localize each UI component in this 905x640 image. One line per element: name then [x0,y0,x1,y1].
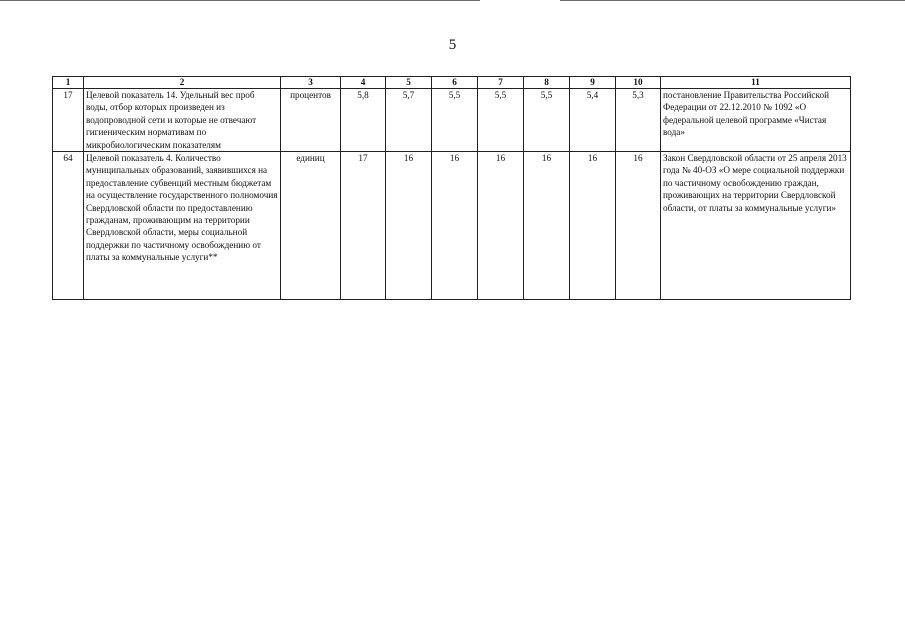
column-header: 7 [478,77,524,89]
indicator-name: Целевой показатель 14. Удельный вес проб воды, отбор которых произведен из водопроводной сети и которые не отвечают гигиеническим нормативам по микробиологическим показателям [84,89,281,152]
value-cell: 5,4 [570,89,616,152]
column-header: 5 [386,77,432,89]
value-cell: 5,5 [432,89,478,152]
value-cell: 17 [341,152,386,300]
indicator-name: Целевой показатель 4. Количество муниципальных образований, заявившихся на предоставление субвенций местным бюджетам на осуществление государственного полномочия Свердловской области по предоставлению гражданам, проживающим на территории Свердловской области, меры социальной поддержки по частичному освобождению от платы за коммунальные услуги** [84,152,281,300]
column-header: 4 [341,77,386,89]
value-cell: 16 [432,152,478,300]
row-number: 64 [53,152,84,300]
source-document: Закон Свердловской области от 25 апреля 2013 года № 40-ОЗ «О мере социальной поддержки по частичному освобождению граждан, проживающих на территории Свердловской области, от платы за коммунальные услуги» [661,152,851,300]
column-header: 10 [616,77,661,89]
column-header: 11 [661,77,851,89]
column-header: 6 [432,77,478,89]
top-rule-left [0,0,480,1]
row-number: 17 [53,89,84,152]
table-row [53,152,851,300]
indicators-table [52,76,851,300]
unit-cell: единиц [281,152,341,300]
table-row [53,89,851,152]
column-header: 9 [570,77,616,89]
value-cell: 16 [524,152,570,300]
page-number: 5 [448,37,457,53]
unit-cell: процентов [281,89,341,152]
column-header: 3 [281,77,341,89]
value-cell: 16 [478,152,524,300]
value-cell: 5,8 [341,89,386,152]
value-cell: 5,5 [524,89,570,152]
value-cell: 5,7 [386,89,432,152]
source-document: постановление Правительства Российской Федерации от 22.12.2010 № 1092 «О федеральной целевой программе «Чистая вода» [661,89,851,152]
top-rule-right [560,0,905,1]
column-header: 2 [84,77,281,89]
column-header: 1 [53,77,84,89]
column-header: 8 [524,77,570,89]
value-cell: 16 [386,152,432,300]
table-header-row [53,77,851,89]
value-cell: 5,3 [616,89,661,152]
value-cell: 5,5 [478,89,524,152]
value-cell: 16 [616,152,661,300]
value-cell: 16 [570,152,616,300]
